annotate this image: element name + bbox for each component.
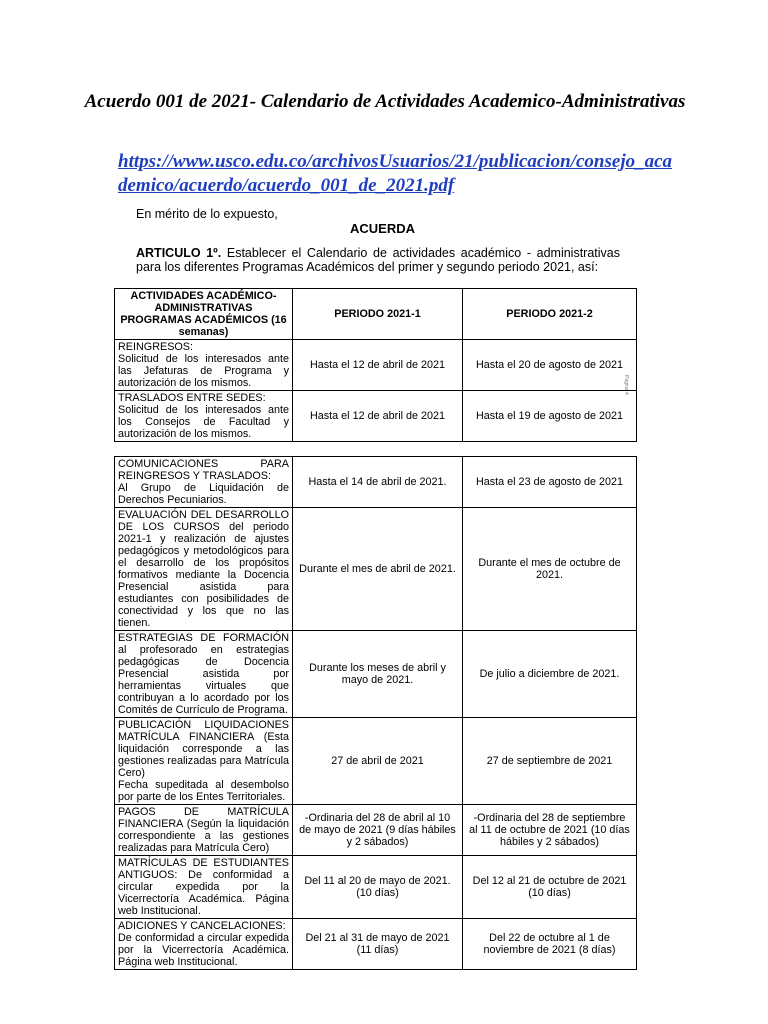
table-row [115, 718, 637, 805]
header-period-2021-2: PERIODO 2021-2 [463, 289, 637, 340]
table-row [115, 805, 637, 856]
activity-cell: TRASLADOS ENTRE SEDES: Solicitud de los interesados ante los Consejos de Facultad y autorización de los mismos. [115, 391, 293, 442]
table-row [115, 508, 637, 631]
activity-cell: EVALUACIÓN DEL DESARROLLO DE LOS CURSOS del periodo 2021-1 y realización de ajustes pedagógicos y metodológicos para el desarrollo de los propósitos formativos mediante la Docencia Presencial asistida para estudiantes con posibilidades de conectividad y los que no las tienen. [115, 508, 293, 631]
period-2021-2-cell: Hasta el 19 de agosto de 2021 [463, 391, 637, 442]
period-2021-1-cell: -Ordinaria del 28 de abril al 10 de mayo de 2021 (9 días hábiles y 2 sábados) [293, 805, 463, 856]
calendar-table-part-2 [114, 456, 637, 970]
scan-side-mark: Página 4 [623, 375, 629, 395]
table-row [115, 391, 637, 442]
table-row [115, 340, 637, 391]
period-2021-2-cell: 27 de septiembre de 2021 [463, 718, 637, 805]
period-2021-2-cell: Del 12 al 21 de octubre de 2021 (10 días) [463, 856, 637, 919]
period-2021-1-cell: Hasta el 12 de abril de 2021 [293, 340, 463, 391]
period-2021-1-cell: Durante el mes de abril de 2021. [293, 508, 463, 631]
period-2021-2-cell: Hasta el 23 de agosto de 2021 [463, 457, 637, 508]
period-2021-2-cell: Durante el mes de octubre de 2021. [463, 508, 637, 631]
table-row [115, 631, 637, 718]
scan-articulo-paragraph [136, 246, 620, 274]
document-link[interactable]: https://www.usco.edu.co/archivosUsuarios/21/publicacion/consejo_academico/acuerdo/acuerdo_001_de_2021.pdf [118, 151, 673, 196]
activity-cell: MATRÍCULAS DE ESTUDIANTES ANTIGUOS: De conformidad a circular expedida por la Vicerrectoría Académica. Página web Institucional. [115, 856, 293, 919]
period-2021-1-cell: Hasta el 12 de abril de 2021 [293, 391, 463, 442]
period-2021-1-cell: Hasta el 14 de abril de 2021. [293, 457, 463, 508]
period-2021-1-cell: Durante los meses de abril y mayo de 2021. [293, 631, 463, 718]
period-2021-2-cell: Hasta el 20 de agosto de 2021 [463, 340, 637, 391]
activity-cell: REINGRESOS: Solicitud de los interesados ante las Jefaturas de Programa y autorización de los mismos. [115, 340, 293, 391]
activity-cell: ADICIONES Y CANCELACIONES: De conformidad a circular expedida por la Vicerrectoría Académica. Página web Institucional. [115, 919, 293, 970]
period-2021-1-cell: Del 21 al 31 de mayo de 2021 (11 días) [293, 919, 463, 970]
period-2021-2-cell: Del 22 de octubre al 1 de noviembre de 2021 (8 días) [463, 919, 637, 970]
header-period-2021-1: PERIODO 2021-1 [293, 289, 463, 340]
calendar-table-part-1 [114, 288, 637, 442]
activity-cell: PAGOS DE MATRÍCULA FINANCIERA (Según la liquidación correspondiente a las gestiones realizadas para Matrícula Cero) [115, 805, 293, 856]
articulo-label: ARTICULO 1º. [136, 246, 222, 260]
period-2021-2-cell: De julio a diciembre de 2021. [463, 631, 637, 718]
header-activities: ACTIVIDADES ACADÉMICO-ADMINISTRATIVAS PROGRAMAS ACADÉMICOS (16 semanas) [115, 289, 293, 340]
table-header-row [115, 289, 637, 340]
activity-cell: PUBLICACIÓN LIQUIDACIONES MATRÍCULA FINANCIERA (Esta liquidación corresponde a las gestiones realizadas para Matrícula Cero) Fecha supeditada al desembolso por parte de los Entes Territoriales. [115, 718, 293, 805]
activity-cell: ESTRATEGIAS DE FORMACIÓN al profesorado en estrategias pedagógicas de Docencia Presencial asistida por herramientas virtuales que contribuyan a lo acordado por los Comités de Currículo de Programa. [115, 631, 293, 718]
scan-intro: En mérito de lo expuesto, [136, 207, 278, 221]
period-2021-1-cell: Del 11 al 20 de mayo de 2021. (10 días) [293, 856, 463, 919]
activity-cell: COMUNICACIONES PARA REINGRESOS Y TRASLADOS: Al Grupo de Liquidación de Derechos Pecuniarios. [115, 457, 293, 508]
period-2021-1-cell: 27 de abril de 2021 [293, 718, 463, 805]
table-row [115, 457, 637, 508]
articulo-text: Establecer el Calendario de actividades académico - administrativas para los diferentes Programas Académicos del primer y segundo periodo 2021, así: [136, 246, 620, 274]
document-title: Acuerdo 001 de 2021- Calendario de Actividades Academico-Administrativas [84, 91, 686, 112]
scan-acuerda-heading: ACUERDA [350, 221, 415, 236]
table-row [115, 919, 637, 970]
table1-body [115, 340, 637, 442]
table-row [115, 856, 637, 919]
table2-body [115, 457, 637, 970]
period-2021-2-cell: -Ordinaria del 28 de septiembre al 11 de octubre de 2021 (10 días hábiles y 2 sábados) [463, 805, 637, 856]
